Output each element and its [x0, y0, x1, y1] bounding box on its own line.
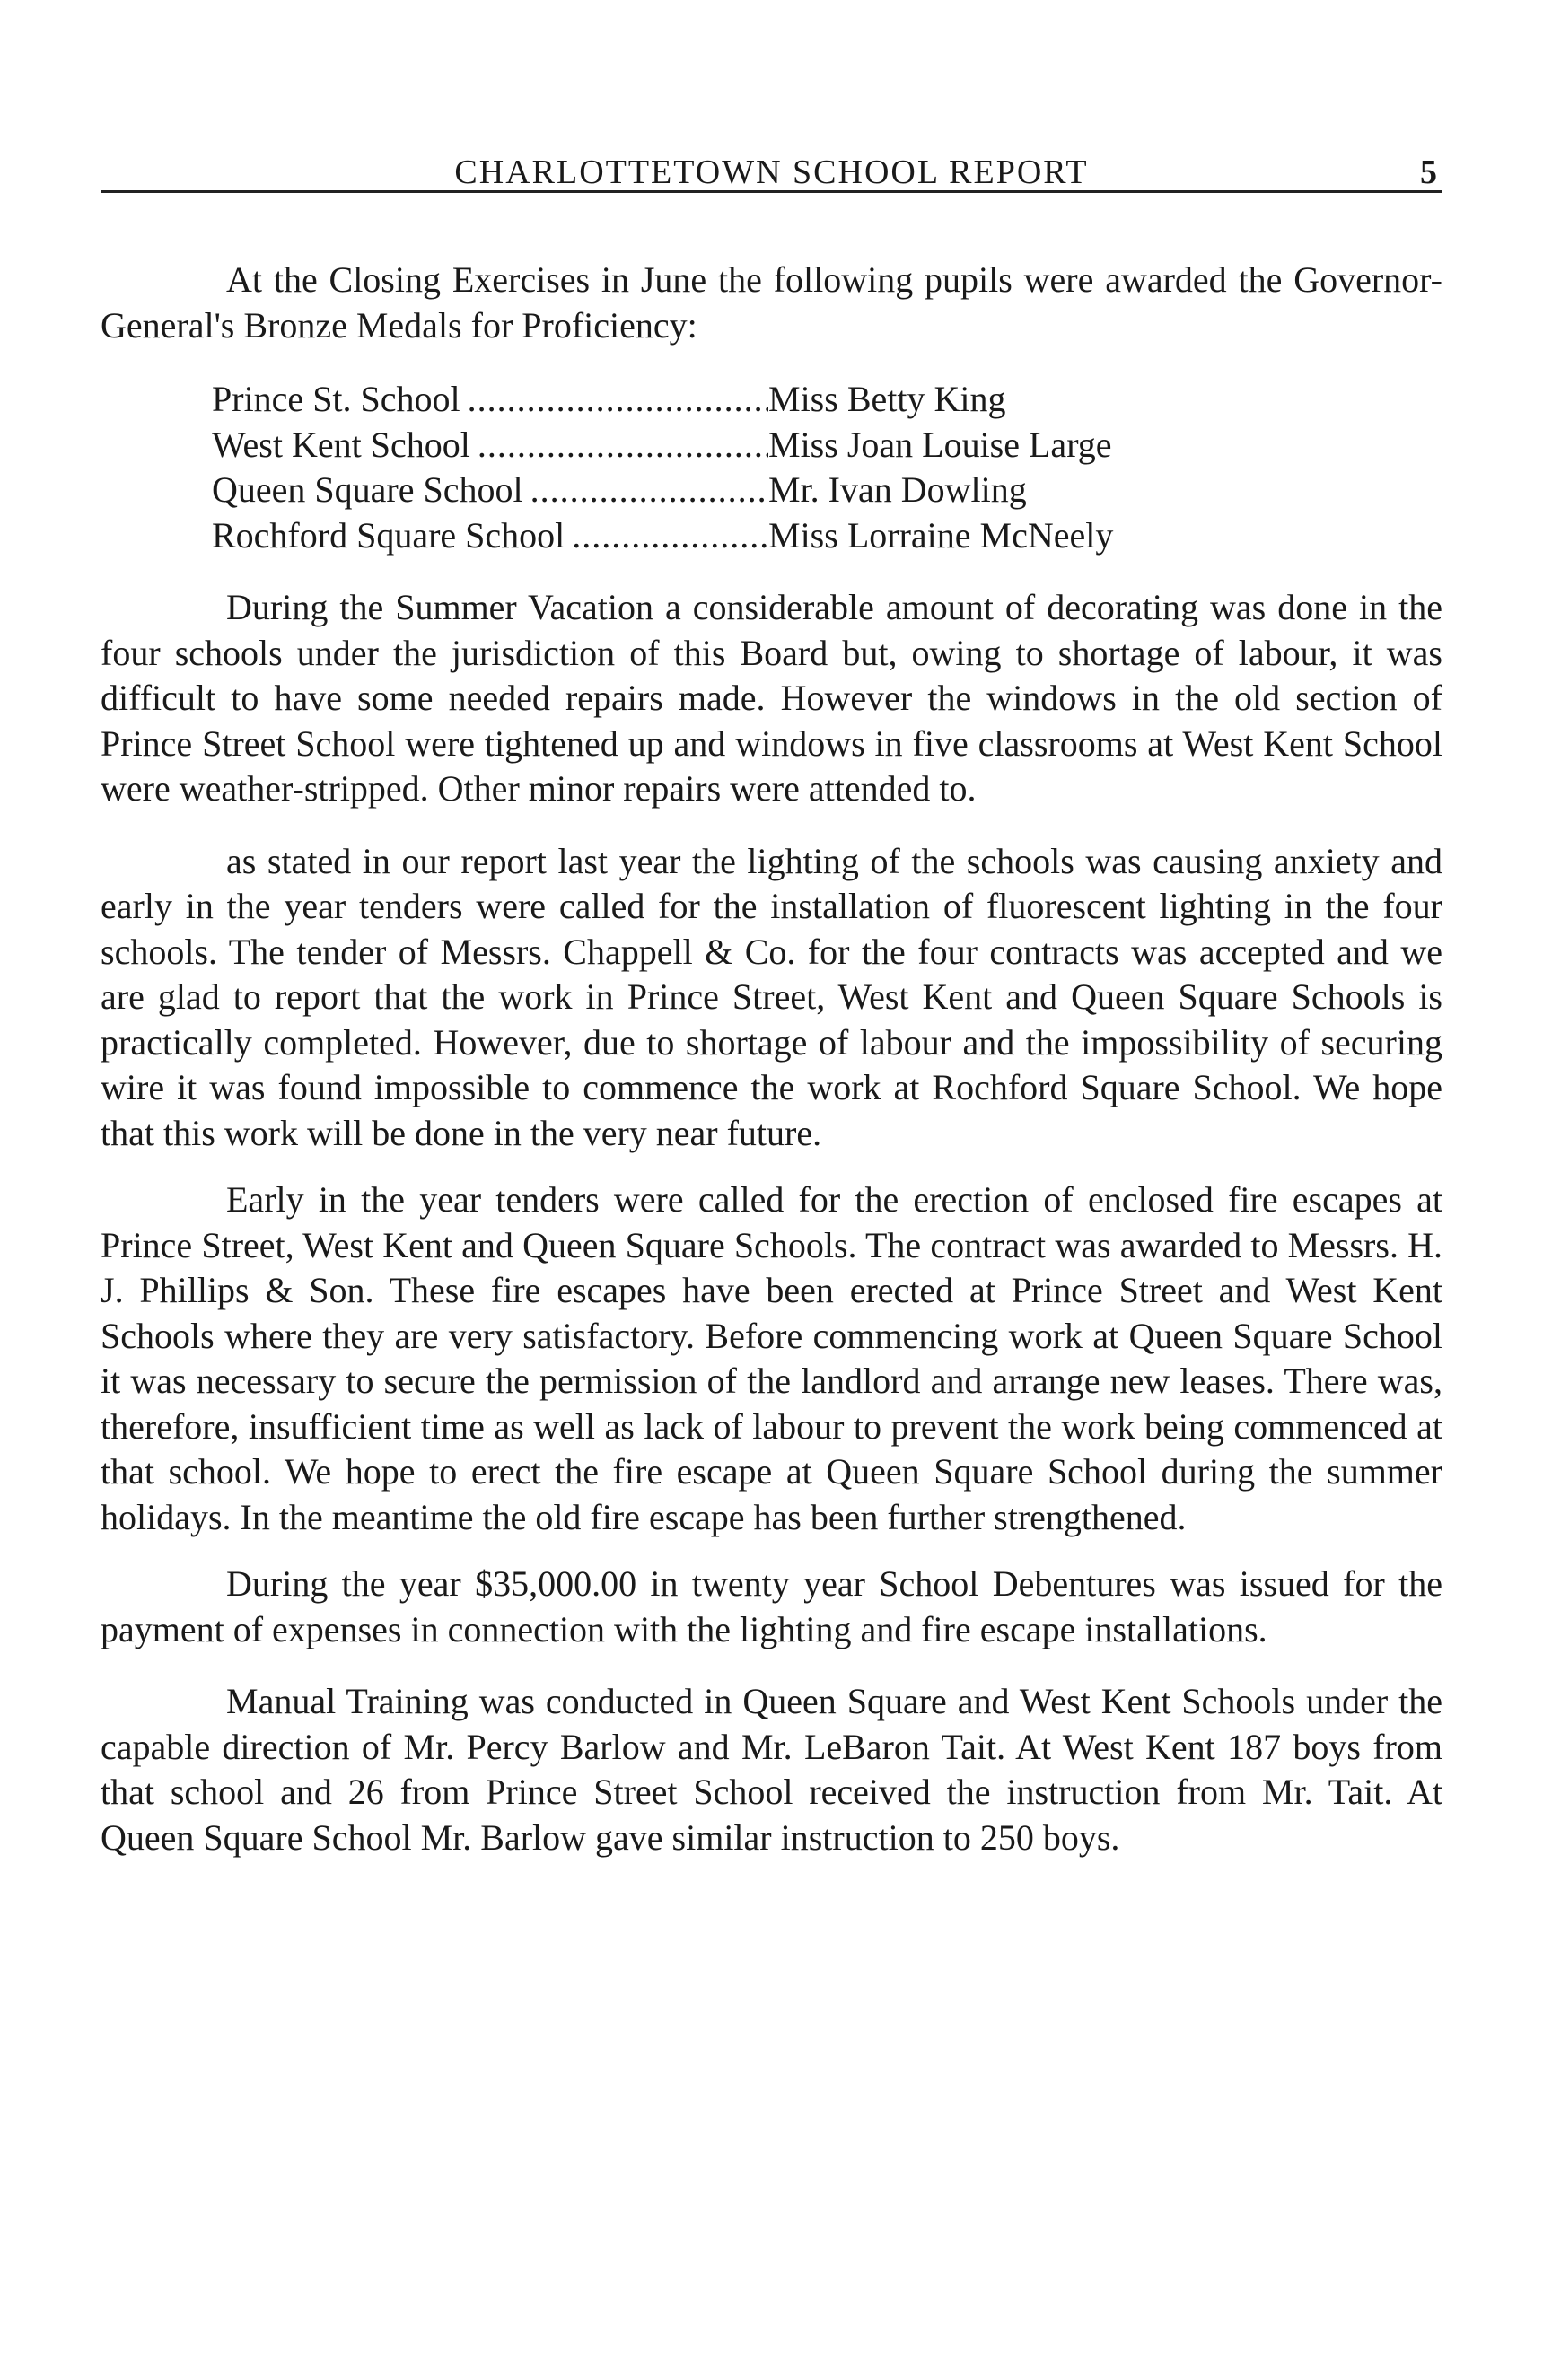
- running-title: CHARLOTTETOWN SCHOOL REPORT: [454, 153, 1089, 191]
- manual-training-paragraph: Manual Training was conducted in Queen Square and West Kent Schools under the capable direction of Mr. Percy Barlow and Mr. LeBaron Tait. At West Kent 187 boys from that school and 26 from Prince Street School received the instruction from Mr. Tait. At Queen Square School Mr. Barlow gave similar instruction to 250 boys.: [101, 1681, 1442, 1858]
- medal-school: Queen Square School .....: [212, 468, 768, 513]
- medal-school: Prince St. School .....: [212, 377, 768, 423]
- running-header: [101, 135, 1442, 193]
- fire-escape-paragraph: Early in the year tenders were called for the erection of enclosed fire escapes at Prince Street, West Kent and Queen Square Schools. The contract was awarded to Messrs. H. J. Phillips & Son. These fire escapes have been erected at Prince Street and West Kent Schools where they are very satisfactory. Before commencing work at Queen Square School it was necessary to secure the permission of the landlord and arrange new leases. There was, therefore, insufficient time as well as lack of labour to prevent the work being commenced at that school. We hope to erect the fire escape at Queen Square School during the summer holidays. In the meantime the old fire escape has been further strengthened.: [101, 1179, 1442, 1537]
- intro-paragraph: At the Closing Exercises in June the following pupils were awarded the Governor-General's Bronze Medals for Proficiency:: [101, 259, 1442, 346]
- debentures-paragraph: During the year $35,000.00 in twenty year School Debentures was issued for the payment of expenses in connection with the lighting and fire escape installations.: [101, 1563, 1442, 1649]
- medal-recipient: Miss Joan Louise Large: [768, 424, 1112, 465]
- page-number: 5: [1420, 153, 1437, 191]
- medal-list: [212, 377, 1442, 558]
- lighting-paragraph: as stated in our report last year the lighting of the schools was causing anxiety and early in the year tenders were called for the installation of fluorescent lighting in the four schools. The tender of Messrs. Chappell & Co. for the four contracts was accepted and we are glad to report that the work in Prince Street, West Kent and Queen Square Schools is practically completed. However, due to shortage of labour and the impossibility of securing wire it was found impossible to commence the work at Rochford Square School. We hope that this work will be done in the very near future.: [101, 840, 1442, 1153]
- medal-recipient: Mr. Ivan Dowling: [768, 469, 1027, 510]
- medal-school: West Kent School .....: [212, 423, 768, 468]
- medal-school: Rochford Square School .....: [212, 513, 768, 559]
- medal-recipient: Miss Betty King: [768, 379, 1006, 419]
- medal-row: [212, 468, 1442, 513]
- repairs-paragraph: During the Summer Vacation a considerable amount of decorating was done in the four schools under the jurisdiction of this Board but, owing to shortage of labour, it was difficult to have some needed repairs made. However the windows in the old section of Prince Street School were tightened up and windows in five classrooms at West Kent School were weather-stripped. Other minor repairs were attended to.: [101, 587, 1442, 809]
- medal-row: [212, 423, 1442, 468]
- document-page: [101, 135, 1442, 1860]
- medal-row: [212, 377, 1442, 423]
- medal-recipient: Miss Lorraine McNeely: [768, 514, 1114, 556]
- medal-row: [212, 513, 1442, 559]
